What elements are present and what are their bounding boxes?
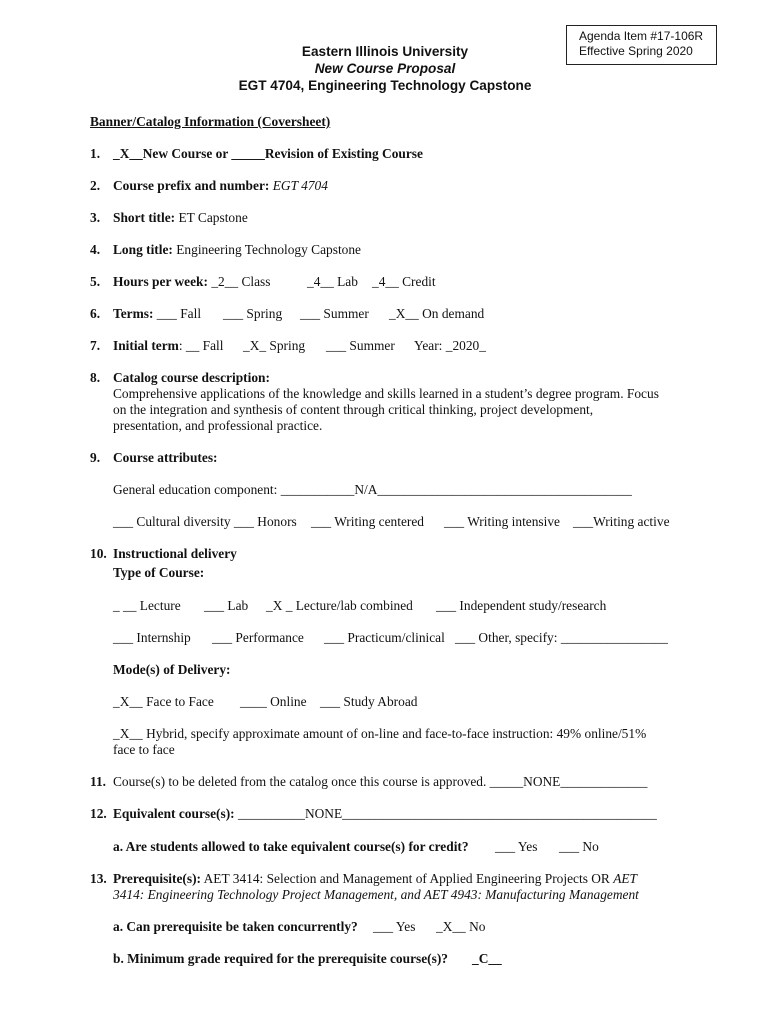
prerequisites-line-1: AET 3414: Selection and Management of Applied Engineering Projects OR [203,871,614,886]
equivalent-credit-yes: ___ Yes [495,839,538,854]
item-12 [90,806,657,822]
hours-credit: _4__ Credit [372,274,436,289]
item-4 [90,242,362,258]
item-number: 3. [90,210,101,225]
term-spring: ___ Spring [223,306,283,321]
course-status: _X__New Course or _____Revision of Existing Course [113,146,423,161]
agenda-effective-date: Effective Spring 2020 [579,44,693,58]
course-prefix-number: EGT 4704 [272,178,328,193]
field-label: Instructional delivery [113,546,237,561]
attribute-writing-active: ___Writing active [573,514,670,529]
document-header [0,43,770,94]
attribute-writing-centered: ___ Writing centered [311,514,424,529]
proposal-type: New Course Proposal [314,61,456,76]
type-lecture: _ __ Lecture [113,598,181,613]
item-11 [90,774,648,790]
item-number: 4. [90,242,101,257]
field-label: Long title: [113,242,173,257]
minimum-grade-value: _C__ [472,951,502,966]
equivalent-courses: __________NONE_______________________________________________ [234,806,657,821]
type-of-course-label: Type of Course: [113,565,205,580]
attribute-writing-intensive: ___ Writing intensive [444,514,560,529]
field-label: Prerequisite(s): [113,871,202,886]
delivery-mode-label: Mode(s) of Delivery: [113,662,231,677]
type-practicum-clinical: ___ Practicum/clinical [324,630,445,645]
field-label: Hours per week: [113,274,208,289]
type-independent-study: ___ Independent study/research [436,598,607,613]
short-title: ET Capstone [178,210,248,225]
type-lab: ___ Lab [204,598,249,613]
item-number: 2. [90,178,101,193]
mode-hybrid-line-2: face to face [113,742,175,757]
concurrent-yes: ___ Yes [373,919,416,934]
item-10 [90,546,237,562]
catalog-description-line-2: on the integration and synthesis of content through critical thinking, project development, [113,402,594,417]
item-9 [90,450,218,466]
field-label: Terms: [113,306,154,321]
catalog-description-line-1: Comprehensive applications of the knowledge and skills learned in a student’s degree program. Focus [113,386,659,401]
mode-face-to-face: _X__ Face to Face [113,694,214,709]
equivalent-credit-question: a. Are students allowed to take equivalent course(s) for credit? [113,839,469,854]
equivalent-credit-no: ___ No [559,839,599,854]
item-number: 7. [90,338,101,353]
catalog-description-line-3: presentation, and professional practice. [113,418,323,433]
initial-term-year: Year: _2020_ [414,338,486,353]
field-label: Course attributes: [113,450,218,465]
mode-hybrid-line-1: _X__ Hybrid, specify approximate amount of on-line and face-to-face instruction: 49% online/51% [113,726,647,741]
term-fall: ___ Fall [156,306,202,321]
item-number: 13. [90,871,107,886]
prerequisites-line-2: 3414: Engineering Technology Project Management, and AET 4943: Manufacturing Management [113,887,639,902]
field-label: Equivalent course(s): [113,806,235,821]
item-13 [90,871,638,887]
type-internship: ___ Internship [113,630,191,645]
item-number: 1. [90,146,101,161]
item-8 [90,370,270,386]
item-7 [90,338,590,354]
type-other: ___ Other, specify: ________________ [455,630,668,645]
term-summer: ___ Summer [300,306,369,321]
item-5 [90,274,590,290]
mode-study-abroad: ___ Study Abroad [320,694,418,709]
attribute-cultural-honors: ___ Cultural diversity ___ Honors [113,514,297,529]
item-1 [90,146,423,162]
item-number: 11. [90,774,106,789]
item-6 [90,306,590,322]
item-number: 10. [90,546,107,561]
type-performance: ___ Performance [212,630,304,645]
initial-term-spring: _X_ Spring [243,338,306,353]
courses-to-delete: Course(s) to be deleted from the catalog once this course is approved. _____NONE_____________ [113,774,648,789]
item-number: 5. [90,274,101,289]
item-3 [90,210,248,226]
long-title: Engineering Technology Capstone [176,242,362,257]
mode-online: ____ Online [240,694,307,709]
field-label: Short title: [113,210,176,225]
initial-term-summer: ___ Summer [326,338,395,353]
item-number: 12. [90,806,107,821]
field-label: Initial term [113,338,179,353]
concurrent-no: _X__ No [436,919,486,934]
general-education-component: General education component: ___________N/A______________________________________ [113,482,632,497]
item-number: 6. [90,306,101,321]
field-label: Course prefix and number: [113,178,270,193]
term-on-demand: _X__ On demand [389,306,485,321]
type-lecture-lab-combined: _X _ Lecture/lab combined [266,598,413,613]
hours-class: _2__ Class [211,274,271,289]
item-2 [90,178,328,194]
hours-lab: _4__ Lab [307,274,358,289]
course-title-heading: EGT 4704, Engineering Technology Capstone [238,78,532,93]
concurrent-question: a. Can prerequisite be taken concurrently? [113,919,358,934]
minimum-grade-question: b. Minimum grade required for the prerequisite course(s)? [113,951,448,966]
item-number: 9. [90,450,101,465]
field-label: Catalog course description: [113,370,270,385]
prerequisites-line-1-italic: AET [613,871,638,886]
section-title: Banner/Catalog Information (Coversheet) [90,114,331,129]
initial-term-fall: : __ Fall [178,338,224,353]
item-number: 8. [90,370,101,385]
university-name: Eastern Illinois University [301,44,469,59]
agenda-item-number: Agenda Item #17-106R [579,29,704,43]
